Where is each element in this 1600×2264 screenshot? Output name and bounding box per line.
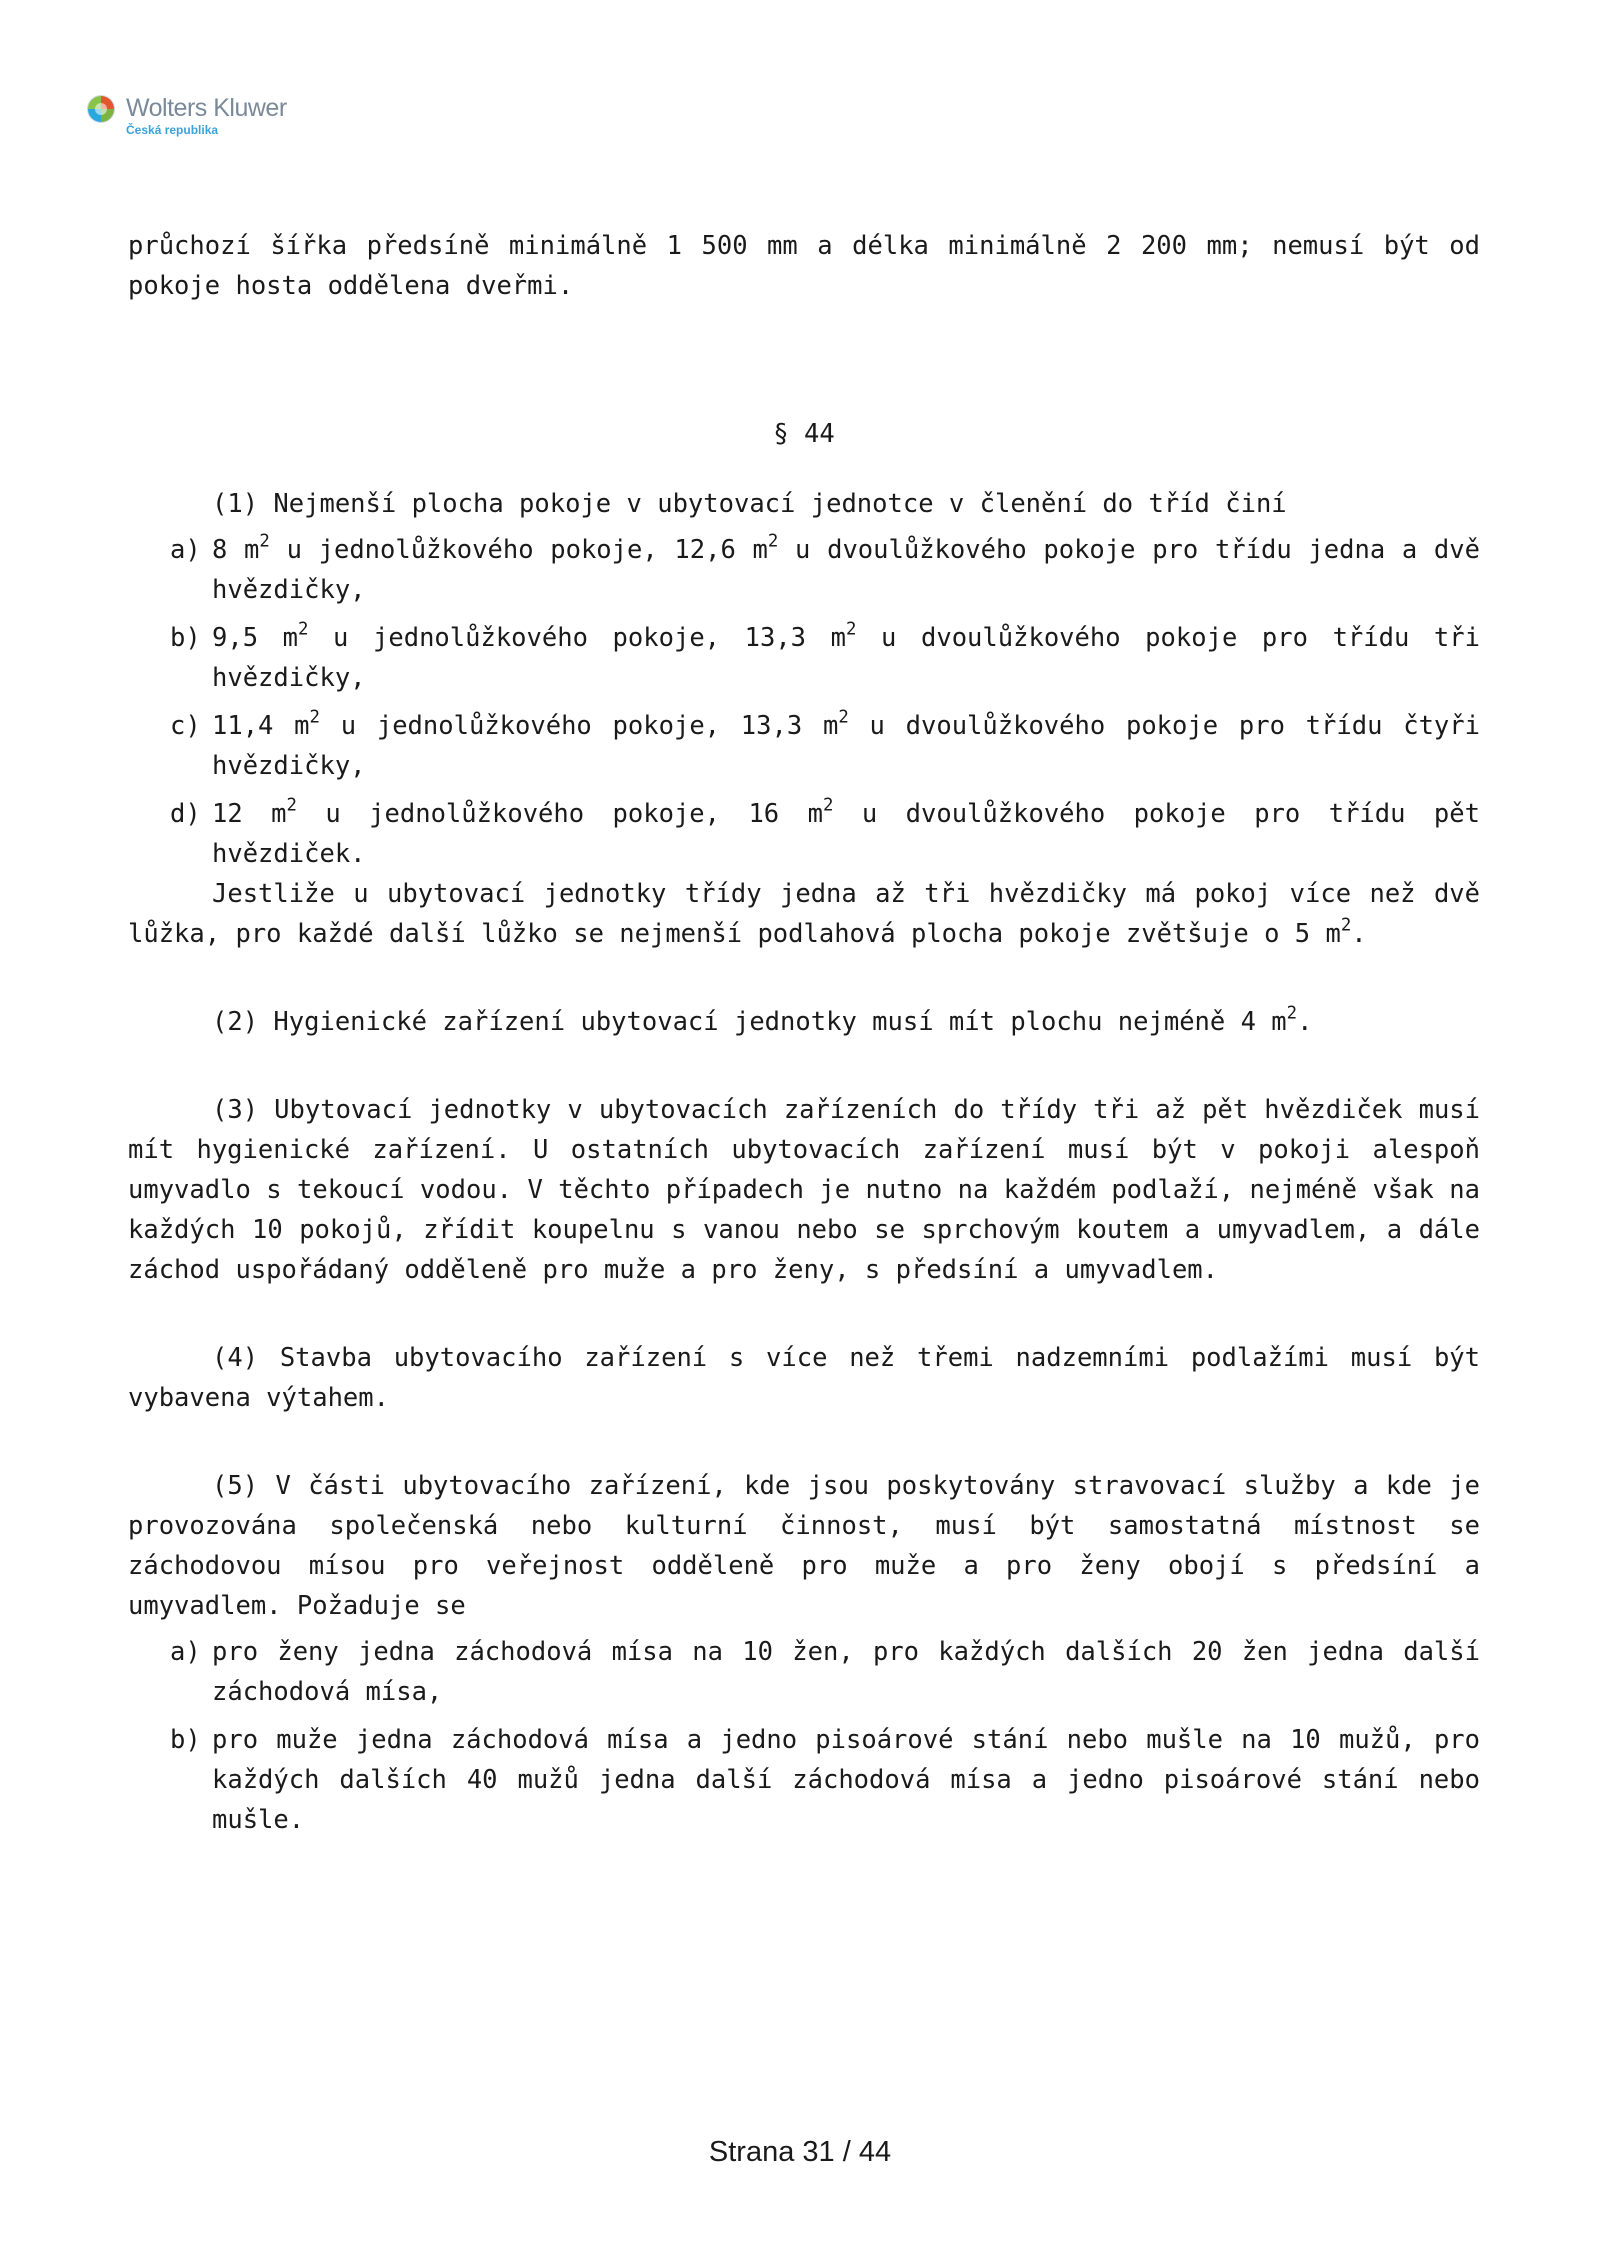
area-value: 9,5 m <box>212 623 299 653</box>
brand-name: Wolters Kluwer <box>126 94 287 122</box>
area-value: 11,4 m <box>212 711 310 741</box>
list-item-text: u jednolůžkového pokoje, 12,6 m <box>269 535 768 565</box>
superscript: 2 <box>309 707 320 728</box>
intro-paragraph: průchozí šířka předsíně minimálně 1 500 mm a délka minimálně 2 200 mm; nemusí být od pokoje hosta oddělena dveřmi. <box>128 231 1480 301</box>
brand-subtitle: Česká republika <box>126 123 219 137</box>
paragraph-text: Jestliže u ubytovací jednotky třídy jedna až tři hvězdičky má pokoj více než dvě lůžka, pro každé další lůžko se nejmenší podlahová plocha pokoje zvětšuje o 5 m <box>128 879 1480 949</box>
superscript: 2 <box>259 531 270 552</box>
list-item-label: b) <box>170 623 201 653</box>
list-item <box>128 706 1480 786</box>
superscript: 2 <box>1340 915 1352 936</box>
superscript: 2 <box>838 707 849 728</box>
list-item-text: u jednolůžkového pokoje, 16 m <box>296 799 823 829</box>
list-item-label: d) <box>170 799 201 829</box>
paragraph-5: (5) V části ubytovacího zařízení, kde jsou poskytovány stravovací služby a kde je provozována společenská nebo kulturní činnost, musí být samostatná místnost se záchodovou mísou pro veřejnost odděleně pro muže a pro ženy obojí s předsíní a umyvadlem. Požaduje se <box>128 1471 1480 1621</box>
page-number: Strana 31 / 44 <box>708 2136 892 2168</box>
list-item <box>128 1632 1480 1712</box>
list-item-text: u dvoulůžkového pokoje pro třídu čtyři hvězdičky, <box>212 711 1480 781</box>
paragraph-4: (4) Stavba ubytovacího zařízení s více než třemi nadzemními podlažími musí být vybavena výtahem. <box>128 1343 1480 1413</box>
paragraph-1-intro: (1) Nejmenší plocha pokoje v ubytovací jednotce v členění do tříd činí <box>212 489 1287 519</box>
list-item-label: b) <box>170 1725 201 1755</box>
list-item <box>128 794 1480 874</box>
paragraph-2 <box>128 1002 1480 1042</box>
superscript: 2 <box>1286 1003 1298 1024</box>
paragraph-text: (2) Hygienické zařízení ubytovací jednotky musí mít plochu nejméně 4 m <box>212 1007 1287 1037</box>
list-item-text: pro muže jedna záchodová mísa a jedno pisoárové stání nebo mušle na 10 mužů, pro každých dalších 40 mužů jedna další záchodová mísa a jedno pisoárové stání nebo mušle. <box>212 1725 1480 1835</box>
list-item-label: c) <box>170 711 201 741</box>
wolters-kluwer-logo <box>86 94 326 144</box>
document-body <box>128 226 1480 1848</box>
list-item-text: u jednolůžkového pokoje, 13,3 m <box>319 711 839 741</box>
list-item-label: a) <box>170 1637 201 1667</box>
list-item <box>128 530 1480 610</box>
section-heading: § 44 <box>773 419 835 449</box>
superscript: 2 <box>286 795 297 816</box>
paragraph-text: . <box>1297 1007 1313 1037</box>
list-item-text: u jednolůžkového pokoje, 13,3 m <box>308 623 846 653</box>
list-item <box>128 618 1480 698</box>
paragraph-1-extra <box>128 874 1480 954</box>
list-item-text: u dvoulůžkového pokoje pro třídu jedna a dvě hvězdičky, <box>212 535 1480 605</box>
list-item-text: u dvoulůžkového pokoje pro třídu tři hvězdičky, <box>212 623 1480 693</box>
list-item-text: u dvoulůžkového pokoje pro třídu pět hvězdiček. <box>212 799 1480 869</box>
area-value: 12 m <box>212 799 287 829</box>
list-item-label: a) <box>170 535 201 565</box>
list-item <box>128 1720 1480 1840</box>
superscript: 2 <box>846 619 857 640</box>
superscript: 2 <box>298 619 309 640</box>
area-value: 8 m <box>212 535 260 565</box>
paragraph-3: (3) Ubytovací jednotky v ubytovacích zařízeních do třídy tři až pět hvězdiček musí mít hygienické zařízení. U ostatních ubytovacích zařízení musí být v pokoji alespoň umyvadlo s tekoucí vodou. V těchto případech je nutno na každém podlaží, nejméně však na každých 10 pokojů, zřídit koupelnu s vanou nebo se sprchovým koutem a umyvadlem, a dále záchod uspořádaný odděleně pro muže a pro ženy, s předsíní a umyvadlem. <box>128 1095 1480 1285</box>
superscript: 2 <box>767 531 779 552</box>
paragraph-text: . <box>1351 919 1367 949</box>
superscript: 2 <box>822 795 834 816</box>
list-item-text: pro ženy jedna záchodová mísa na 10 žen, pro každých dalších 20 žen jedna další záchodová mísa, <box>212 1637 1480 1707</box>
wolters-kluwer-globe-icon <box>86 94 116 124</box>
